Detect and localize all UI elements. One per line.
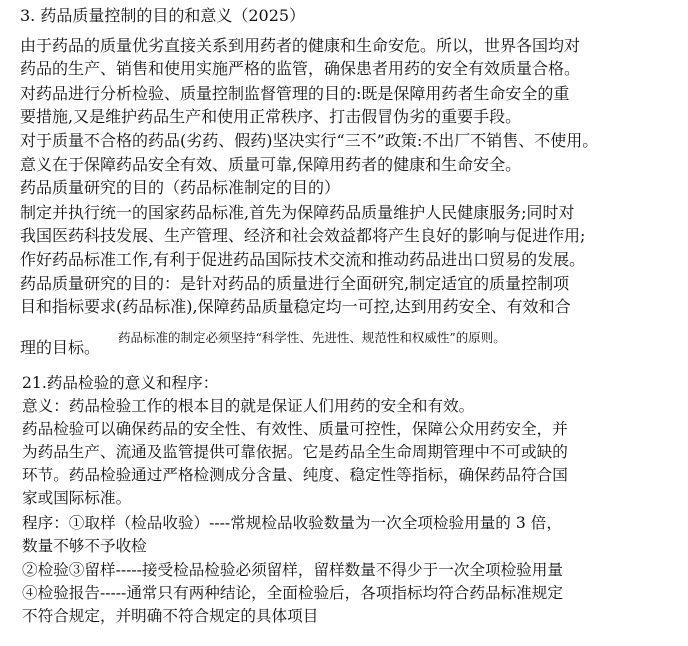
- section-heading-quality-control: 3. 药品质量控制的目的和意义（2025）: [20, 6, 306, 25]
- paragraph-line: 作好药品标准工作,有利于促进药品国际技术交流和推动药品进出口贸易的发展。: [20, 250, 586, 269]
- paragraph-line: 理的目标。: [20, 338, 101, 357]
- paragraph-line: 对药品进行分析检验、质量控制监督管理的目的:既是保障用药者生命安全的重: [20, 84, 570, 103]
- subheading-quality-research: 药品质量研究的目的（药品标准制定的目的）: [20, 178, 341, 197]
- paragraph-line: 不符合规定，并明确不符合规定的具体项目: [22, 607, 319, 625]
- paragraph-line: 环节。药品检验通过严格检测成分含量、纯度、稳定性等指标，确保药品符合国: [22, 466, 568, 484]
- paragraph-line: 家或国际标准。: [22, 489, 132, 507]
- paragraph-line: 意义：药品检验工作的根本目的就是保证人们用药的安全和有效。: [22, 397, 475, 415]
- paragraph-line: 药品质量研究的目的：是针对药品的质量进行全面研究,制定适宜的质量控制项: [20, 274, 570, 293]
- paragraph-line: 意义在于保障药品安全有效、质量可靠,保障用药者的健康和生命安全。: [20, 155, 522, 174]
- paragraph-line: 由于药品的质量优劣直接关系到用药者的健康和生命安危。所以，世界各国均对: [20, 36, 581, 55]
- paragraph-line: 要措施,又是维护药品生产和使用正常秩序、打击假冒伪劣的重要手段。: [20, 107, 522, 126]
- inline-note-standard-principle: 药品标准的制定必须坚持“科学性、先进性、规范性和权威性”的原则。: [118, 330, 506, 345]
- paragraph-line: ②检验③留样-----接受检品检验必须留样，留样数量不得少于一次全项检验用量: [22, 561, 563, 579]
- paragraph-line: 目和指标要求(药品标准),保障药品质量稳定均一可控,达到用药安全、有效和合: [20, 297, 571, 316]
- paragraph-line: 药品检验可以确保药品的安全性、有效性、质量可控性，保障公众用药安全，并: [22, 420, 568, 438]
- paragraph-line: 我国医药科技发展、生产管理、经济和社会效益都将产生良好的影响与促进作用;: [20, 226, 586, 245]
- paragraph-line: 药品的生产、销售和使用实施严格的监管，确保患者用药的安全有效质量合格。: [20, 59, 581, 78]
- paragraph-line: ④检验报告-----通常只有两种结论，全面检验后，各项指标均符合药品标准规定: [22, 584, 563, 602]
- paragraph-line: 制定并执行统一的国家药品标准,首先为保障药品质量维护人民健康服务;同时对: [20, 203, 575, 222]
- section-heading-drug-inspection: 21.药品检验的意义和程序：: [22, 374, 219, 392]
- paragraph-line: 程序：①取样（检品收验）----常规检品收验数量为一次全项检验用量的 3 倍，: [22, 514, 562, 532]
- paragraph-line: 对于质量不合格的药品(劣药、假药)坚决实行“三不”政策:不出厂不销售、不使用。: [20, 131, 599, 150]
- paragraph-line: 为药品生产、流通及监管提供可靠依据。它是药品全生命周期管理中不可或缺的: [22, 443, 568, 461]
- paragraph-line: 数量不够不予收检: [22, 537, 147, 555]
